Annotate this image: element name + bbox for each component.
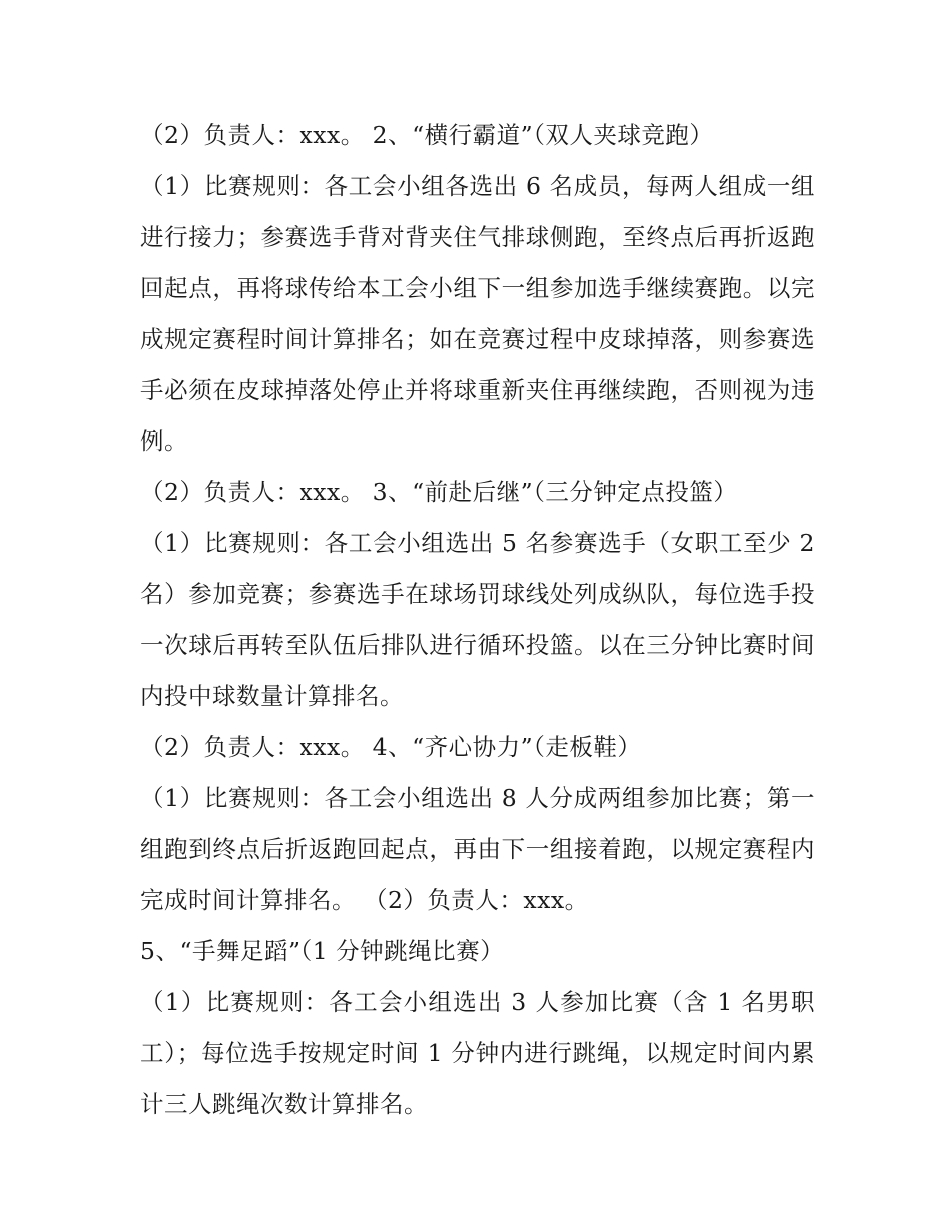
paragraph-heading-event-5: 5、“手舞足蹈”（1 分钟跳绳比赛） (140, 937, 505, 965)
paragraph-responsible-3: （2）负责人：xxx。 4、“齐心协力”（走板鞋） (140, 733, 642, 761)
paragraph-responsible-1: （2）负责人：xxx。 2、“横行霸道”（双人夹球竞跑） (140, 121, 714, 149)
paragraph-rules-event-3: （1）比赛规则：各工会小组选出 5 名参赛选手（女职工至少 2 名）参加竞赛；参赛选手在球场罚球线处列成纵队，每位选手投一次球后再转至队伍后排队进行循环投篮。以在三分钟比赛时间内投中球数量计算排名。 (140, 529, 815, 710)
document-body (140, 110, 815, 1130)
paragraph-rules-event-4: （1）比赛规则：各工会小组选出 8 人分成两组参加比赛；第一组跑到终点后折返跑回起点，再由下一组接着跑，以规定赛程内完成时间计算排名。 （2）负责人：xxx。 (140, 784, 815, 914)
paragraph-rules-event-2: （1）比赛规则：各工会小组各选出 6 名成员，每两人组成一组进行接力；参赛选手背对背夹住气排球侧跑，至终点后再折返跑回起点，再将球传给本工会小组下一组参加选手继续赛跑。以完成规定赛程时间计算排名；如在竞赛过程中皮球掉落，则参赛选手必须在皮球掉落处停止并将球重新夹住再继续跑，否则视为违例。 (140, 172, 815, 455)
paragraph-rules-event-5: （1）比赛规则：各工会小组选出 3 人参加比赛（含 1 名男职工）；每位选手按规定时间 1 分钟内进行跳绳，以规定时间内累计三人跳绳次数计算排名。 (140, 988, 815, 1118)
paragraph-responsible-2: （2）负责人：xxx。 3、“前赴后继”（三分钟定点投篮） (140, 478, 738, 506)
